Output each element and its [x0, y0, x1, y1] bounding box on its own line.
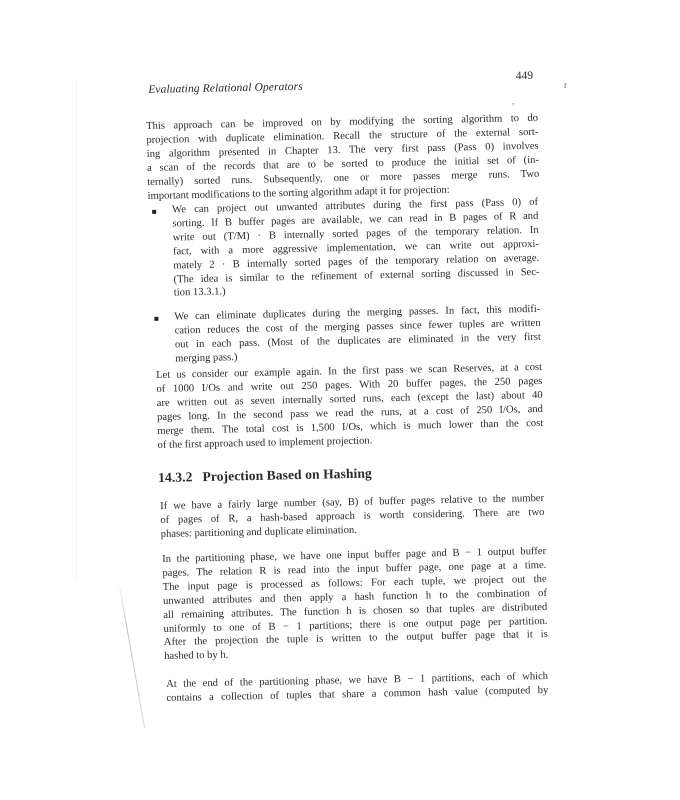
bullet-list-block: [148, 196, 542, 377]
text-line: merging pass.): [175, 352, 238, 365]
hash-intro-paragraph: [160, 492, 545, 542]
text-line: mately 2 · B internally sorted pages of the temporary relation on average.: [173, 252, 540, 272]
example-paragraph-block: [156, 361, 544, 453]
bullet-list: [148, 196, 541, 367]
partition-paragraph-block: [162, 545, 548, 664]
page-number: 449: [515, 69, 534, 83]
text-line: uniformly to one of B − 1 partitions; there is one output page per partition.: [163, 615, 548, 635]
bullet-item-project-attributes: [148, 196, 540, 301]
hash-intro-paragraph-block: [160, 492, 545, 542]
text-line: The input page is processed as follows: For each tuple, we project out the: [162, 573, 547, 593]
text-line: After the projection the tuple is written to the output buffer page that it is: [163, 629, 548, 649]
intro-paragraph-block: [146, 112, 540, 204]
text-line: all remaining attributes. The function h is chosen so that tuples are distributed: [163, 601, 548, 621]
text-line: This approach can be improved on by modifying the sorting algorithm to do: [146, 112, 539, 132]
text-line: projection with duplicate elimination. Recall the structure of the external sort-: [146, 126, 539, 146]
text-line: fact, with a more aggressive implementation, we can write out approxi-: [172, 238, 540, 258]
section-number: 14.3.2: [158, 469, 193, 485]
square-bullet-icon: [154, 317, 158, 321]
text-line: important modifications to the sorting algorithm adapt it for projection:: [147, 184, 450, 202]
end-paragraph: [166, 670, 548, 706]
page-header: [148, 70, 533, 100]
bullet-paragraph: [172, 196, 540, 301]
text-line: of the first approach used to implement projection.: [157, 435, 373, 451]
text-line: cation reduces the cost of the merging passes since fewer tuples are written: [174, 318, 541, 337]
text-line: If we have a fairly large number (say, B) of buffer pages relative to the number: [160, 492, 545, 512]
page-fold-shadow: [76, 80, 77, 580]
text-line: write out (T/M) · B internally sorted pages of the temporary relation. In: [172, 224, 539, 244]
running-head: Evaluating Relational Operators: [148, 80, 303, 96]
text-line: out in each pass. (Most of the duplicates are eliminated in the very first: [174, 331, 541, 351]
text-line: We can project out unwanted attributes during the first pass (Pass 0) of: [172, 196, 539, 216]
text-line: ternally) sorted runs. Subsequently, one or more passes merge runs. Two: [147, 168, 540, 188]
margin-pencil-line: [118, 580, 145, 728]
text-line: pages long. In the second pass we read the runs, at a cost of 250 I/Os, and: [156, 403, 544, 423]
text-line: (The idea is similar to the refinement of external sorting discussed in Sec-: [173, 266, 540, 286]
intro-paragraph: [146, 112, 540, 204]
text-line: We can eliminate duplicates during the merging passes. In fact, this modifi-: [174, 304, 541, 323]
partition-paragraph: [162, 545, 548, 664]
text-line: pages. The relation R is read into the input buffer page, one page at a time.: [162, 559, 547, 579]
section-title: Projection Based on Hashing: [202, 465, 372, 485]
text-line: sorting. If B buffer pages are available, we can read in B pages of R and: [172, 210, 539, 230]
text-line: At the end of the partitioning phase, we have B − 1 partitions, each of which: [166, 670, 549, 690]
text-line: are written out as seven internally sorted runs, each (except the last) about 40: [156, 389, 543, 409]
text-line: hashed to by h.: [164, 649, 229, 663]
text-line: of 1000 I/Os and write out 250 pages. With 20 buffer pages, the 250 pages: [156, 375, 543, 395]
text-line: In the partitioning phase, we have one input buffer page and B − 1 output buffer: [162, 545, 547, 565]
text-line: Let us consider our example again. In the first pass we scan Reserves, at a cost: [156, 361, 543, 381]
text-line: merge them. The total cost is 1,500 I/Os, which is much lower than the cost: [157, 417, 544, 437]
text-line: ing algorithm presented in Chapter 13. The very first pass (Pass 0) involves: [146, 140, 539, 160]
text-line: phases: partitioning and duplicate elimination.: [160, 524, 358, 540]
header-stray-mark: ,: [512, 96, 515, 106]
corner-stray-mark: r: [564, 80, 567, 90]
bullet-paragraph: [174, 303, 541, 366]
text-line: of pages of R, a hash-based approach is worth considering. There are two: [160, 506, 545, 526]
text-line: a scan of the records that are to be sorted to produce the initial set of (in-: [146, 154, 540, 174]
text-line: tion 13.3.1.): [173, 286, 226, 299]
example-paragraph: [156, 361, 544, 453]
square-bullet-icon: [152, 210, 156, 214]
section-heading: [158, 462, 548, 486]
section-heading-block: [158, 462, 548, 486]
bullet-item-eliminate-duplicates: [150, 303, 541, 367]
text-line: contains a collection of tuples that share a common hash value (computed by: [166, 684, 549, 704]
end-paragraph-block: [166, 670, 548, 706]
text-line: unwanted attributes and then apply a hash function h to the combination of: [162, 587, 548, 607]
